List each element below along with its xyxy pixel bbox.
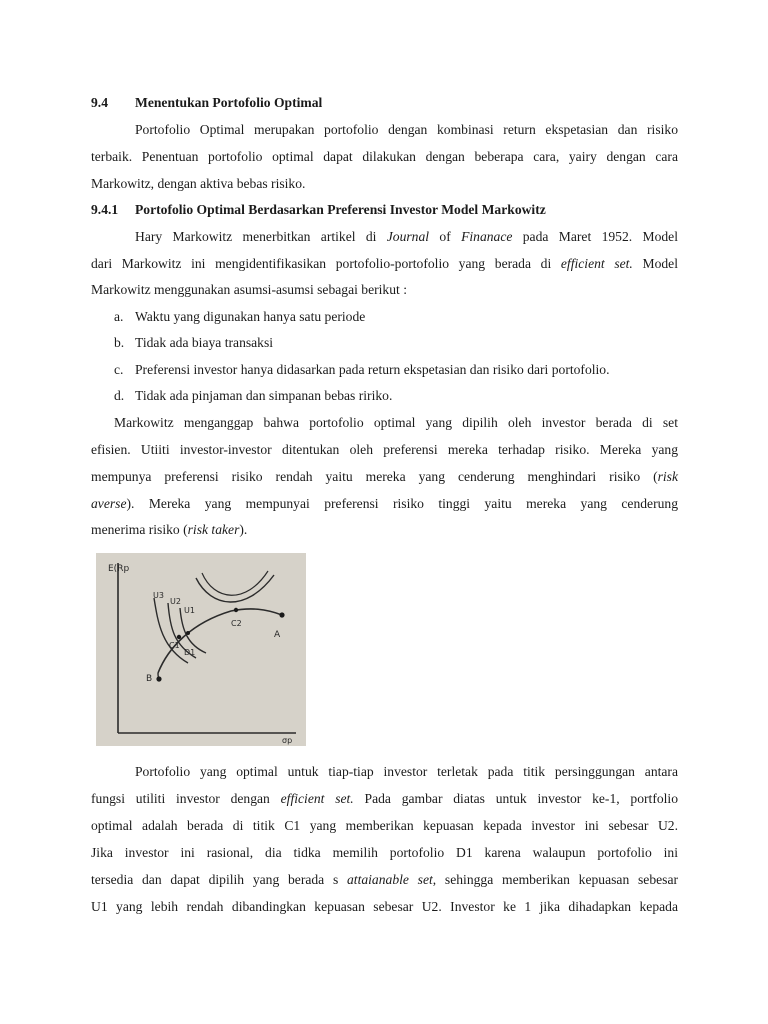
para3-line-1: Portofolio yang optimal untuk tiap-tiap investor terletak pada titik persinggungan antara	[135, 764, 678, 779]
figure-drawing	[96, 553, 306, 746]
subsection-number: 9.4.1	[91, 202, 119, 217]
label-a: A	[274, 630, 281, 640]
label-u3: U3	[153, 591, 164, 600]
label-u2: U2	[170, 597, 181, 606]
para2-line-5: menerima risiko (risk taker).	[91, 522, 248, 537]
para3-line-5: tersedia dan dapat dipilih yang berada s attaianable set, sehingga memberikan kepuasan sebesar	[91, 872, 679, 887]
para3-line-6: U1 yang lebih rendah dibandingkan kepuasan sebesar U2. Investor ke 1 jika dihadapkan kepada	[91, 899, 678, 914]
para3-line-2: fungsi utiliti investor dengan efficient set. Pada gambar diatas untuk investor ke-1, portfolio	[91, 791, 678, 806]
para3-line-3: optimal adalah berada di titik C1 yang memberikan kepuasan kepada investor ini sebesar U2.	[91, 818, 678, 833]
y-axis-label: E(Rp	[108, 564, 130, 574]
list-item: Tidak ada biaya transaksi	[135, 335, 274, 350]
intro-line-2: terbaik. Penentuan portofolio optimal dapat dilakukan dengan beberapa cara, yairy dengan cara	[91, 149, 678, 164]
para2-line-2: efisien. Utiiti investor-investor ditentukan oleh preferensi mereka terhadap risiko. Mereka yang	[91, 442, 678, 457]
label-u1: U1	[184, 606, 195, 615]
point-a	[279, 612, 284, 617]
label-c2: C2	[231, 619, 242, 628]
list-item: Tidak ada pinjaman dan simpanan bebas ririko.	[135, 388, 393, 403]
x-axis-label: σp	[282, 736, 293, 745]
point-c2	[234, 608, 238, 612]
para1-line-3: Markowitz menggunakan asumsi-asumsi sebagai berikut :	[91, 282, 407, 297]
point-c1	[177, 635, 181, 639]
label-d1: D1	[184, 648, 196, 657]
label-b: B	[146, 674, 153, 684]
para1-line-2: dari Markowitz ini mengidentifikasikan portofolio-portofolio yang berada di efficient set. Model	[91, 256, 678, 271]
subsection-title: Portofolio Optimal Berdasarkan Preferensi Investor Model Markowitz	[135, 202, 546, 217]
point-d1	[186, 631, 190, 635]
intro-line-1: Portofolio Optimal merupakan portofolio dengan kombinasi return ekspetasian dan risiko	[135, 122, 678, 137]
label-c1: C1	[169, 641, 180, 650]
list-item: Preferensi investor hanya didasarkan pada return ekspetasian dan risiko dari portofolio.	[135, 362, 610, 377]
list-item: Waktu yang digunakan hanya satu periode	[135, 309, 366, 324]
point-b	[156, 676, 161, 681]
list-marker: c.	[114, 362, 124, 377]
para2-line-1: Markowitz menganggap bahwa portofolio optimal yang dipilih oleh investor berada di set	[114, 415, 678, 430]
section-title: Menentukan Portofolio Optimal	[135, 95, 323, 110]
para2-line-4: averse). Mereka yang mempunyai preferensi risiko tinggi yaitu mereka yang cenderung	[91, 496, 678, 511]
para3-line-4: Jika investor ini rasional, dia tidka memilih portofolio D1 karena walaupun portofolio ini	[91, 845, 678, 860]
section-number: 9.4	[91, 95, 108, 110]
indifference-curve-figure	[96, 553, 306, 746]
list-marker: b.	[114, 335, 125, 350]
u3-curve	[154, 598, 188, 663]
para1-line-1: Hary Markowitz menerbitkan artikel di Journal of Finanace pada Maret 1952. Model	[135, 229, 678, 244]
list-marker: d.	[114, 388, 125, 403]
list-marker: a.	[114, 309, 124, 324]
para2-line-3: mempunya preferensi risiko rendah yaitu mereka yang cenderung menghindari risiko (risk	[91, 469, 678, 484]
intro-line-3: Markowitz, dengan aktiva bebas risiko.	[91, 176, 306, 191]
